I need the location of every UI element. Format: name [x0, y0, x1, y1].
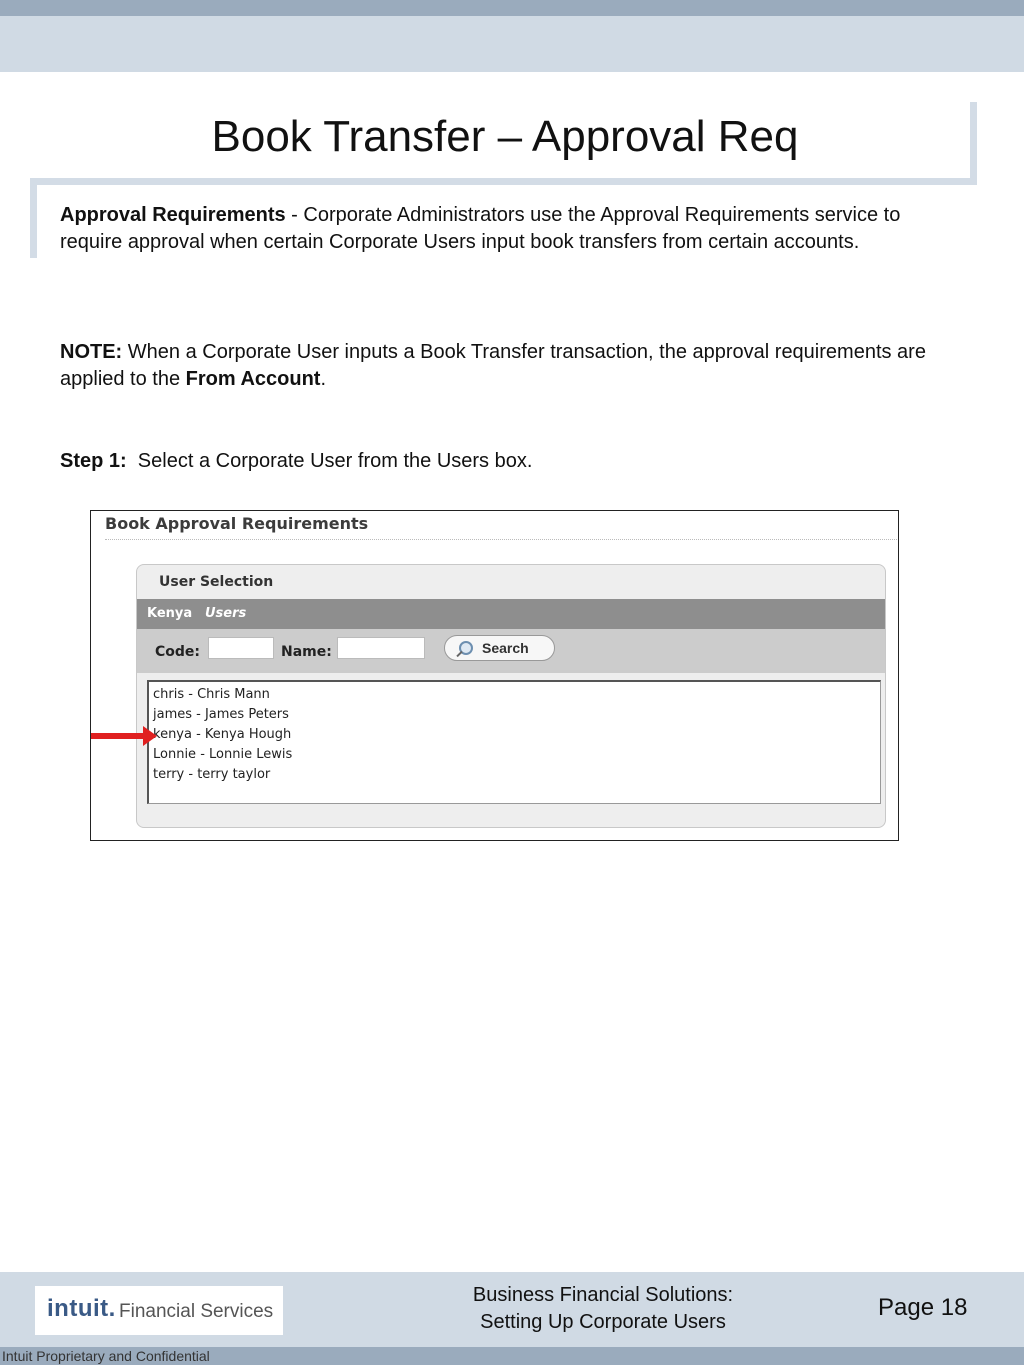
footer-line-1: Business Financial Solutions:	[472, 1284, 734, 1306]
red-pointer-arrow	[91, 733, 153, 739]
note-paragraph	[60, 339, 930, 393]
list-item[interactable]: Lonnie - Lonnie Lewis	[153, 747, 293, 762]
from-account-term: From Account	[185, 368, 321, 390]
magnifier-icon	[459, 641, 473, 655]
list-item[interactable]: terry - terry taylor	[153, 767, 271, 782]
breadcrumb	[137, 599, 885, 629]
book-approval-screenshot	[90, 510, 899, 841]
code-label: Code:	[155, 644, 201, 660]
intuit-logo	[35, 1286, 283, 1335]
note-label: NOTE:	[60, 341, 123, 363]
approval-requirements-term: Approval Requirements	[60, 204, 286, 226]
search-button[interactable]	[444, 635, 555, 661]
list-item[interactable]: chris - Chris Mann	[153, 687, 270, 702]
footer-line-2: Setting Up Corporate Users	[480, 1311, 726, 1333]
breadcrumb-page: Users	[205, 606, 247, 621]
confidential-notice: Intuit Proprietary and Confidential	[2, 1348, 210, 1364]
page-number: Page 18	[878, 1294, 968, 1321]
step-1-label: Step 1:	[60, 450, 127, 472]
list-item[interactable]: kenya - Kenya Hough	[153, 727, 292, 742]
list-item[interactable]: james - James Peters	[153, 707, 289, 722]
name-input[interactable]	[337, 637, 425, 659]
breadcrumb-user[interactable]: Kenya	[147, 606, 193, 621]
step-1-paragraph	[60, 448, 930, 475]
name-label: Name:	[281, 644, 332, 660]
user-selection-header: User Selection	[159, 574, 274, 590]
note-text: When a Corporate User inputs a Book Transfer transaction, the approval requirements are applied to the	[60, 341, 926, 390]
code-input[interactable]	[208, 637, 274, 659]
screenshot-title: Book Approval Requirements	[105, 514, 369, 533]
note-end: .	[320, 368, 327, 390]
logo-mark: intuit.	[47, 1295, 116, 1322]
header-band-light	[0, 16, 1024, 72]
approval-requirements-paragraph	[60, 202, 930, 256]
users-listbox[interactable]	[147, 680, 881, 804]
dotted-divider	[105, 539, 897, 540]
footer-course-title	[420, 1282, 786, 1336]
user-search-bar	[137, 629, 885, 673]
search-button-label: Search	[482, 640, 529, 656]
user-selection-card	[136, 564, 886, 828]
step-1-text: Select a Corporate User from the Users box.	[126, 450, 533, 472]
header-band-dark	[0, 0, 1024, 16]
slide-title: Book Transfer – Approval Req	[211, 112, 799, 161]
approval-requirements-text: - Corporate Administrators use the Approval Requirements service to require approval when certain Corporate Users input book transfers from certain accounts.	[60, 204, 901, 253]
title-frame-left	[30, 178, 37, 258]
title-frame-bottom	[30, 178, 977, 185]
logo-text: Financial Services	[119, 1301, 274, 1322]
